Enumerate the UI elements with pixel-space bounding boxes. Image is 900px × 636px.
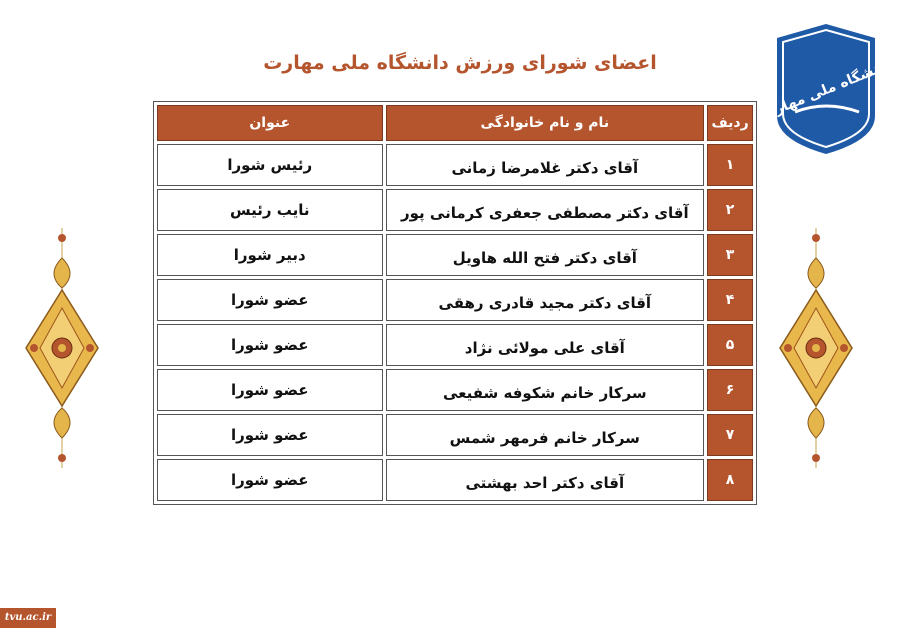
row-index: ۲ — [707, 189, 753, 231]
column-header-index: ردیف — [707, 105, 753, 141]
table-row — [157, 144, 753, 186]
table-row — [157, 414, 753, 456]
arabesque-ornament-icon — [22, 228, 102, 468]
member-name — [386, 414, 705, 456]
member-role: عضو شورا — [157, 324, 383, 366]
member-role: نایب رئیس — [157, 189, 383, 231]
member-name-text: آقای دکتر غلامرضا زمانی — [451, 159, 639, 177]
table-row — [157, 324, 753, 366]
member-role: عضو شورا — [157, 369, 383, 411]
member-name — [386, 279, 705, 321]
row-index: ۷ — [707, 414, 753, 456]
member-role: رئیس شورا — [157, 144, 383, 186]
row-index: ۵ — [707, 324, 753, 366]
member-name-text: آقای علی مولائی نژاد — [464, 339, 625, 357]
member-name-text: سرکار خانم فرمهر شمس — [449, 429, 640, 447]
member-name — [386, 459, 705, 501]
column-header-name: نام و نام خانوادگی — [386, 105, 705, 141]
member-name-text: آقای دکتر احد بهشتی — [465, 474, 625, 492]
member-name-text: آقای دکتر مصطفی جعفری کرمانی پور — [401, 204, 689, 222]
table-row — [157, 234, 753, 276]
council-members-table — [153, 101, 757, 505]
member-role: عضو شورا — [157, 414, 383, 456]
website-badge: tvu.ac.ir — [0, 608, 56, 628]
row-index: ۴ — [707, 279, 753, 321]
member-name — [386, 144, 705, 186]
row-index: ۳ — [707, 234, 753, 276]
table-row — [157, 189, 753, 231]
column-header-role: عنوان — [157, 105, 383, 141]
member-name — [386, 324, 705, 366]
member-name-text: آقای دکتر مجید قادری رهقی — [438, 294, 652, 312]
member-name — [386, 369, 705, 411]
row-index: ۱ — [707, 144, 753, 186]
member-name-text: آقای دکتر فتح الله هاویل — [452, 249, 637, 267]
arabesque-ornament-icon — [776, 228, 856, 468]
logo-text: دانشگاه ملی مهارت — [759, 56, 893, 124]
row-index: ۸ — [707, 459, 753, 501]
member-role: عضو شورا — [157, 459, 383, 501]
page-title: اعضای شورای ورزش دانشگاه ملی مهارت — [263, 52, 657, 74]
table-header-row — [157, 105, 753, 141]
member-name — [386, 234, 705, 276]
member-name — [386, 189, 705, 231]
table-row — [157, 459, 753, 501]
table-row — [157, 369, 753, 411]
member-role: عضو شورا — [157, 279, 383, 321]
member-name-text: سرکار خانم شکوفه شفیعی — [442, 384, 647, 402]
table-row — [157, 279, 753, 321]
university-logo-icon — [759, 20, 893, 158]
member-role: دبیر شورا — [157, 234, 383, 276]
row-index: ۶ — [707, 369, 753, 411]
